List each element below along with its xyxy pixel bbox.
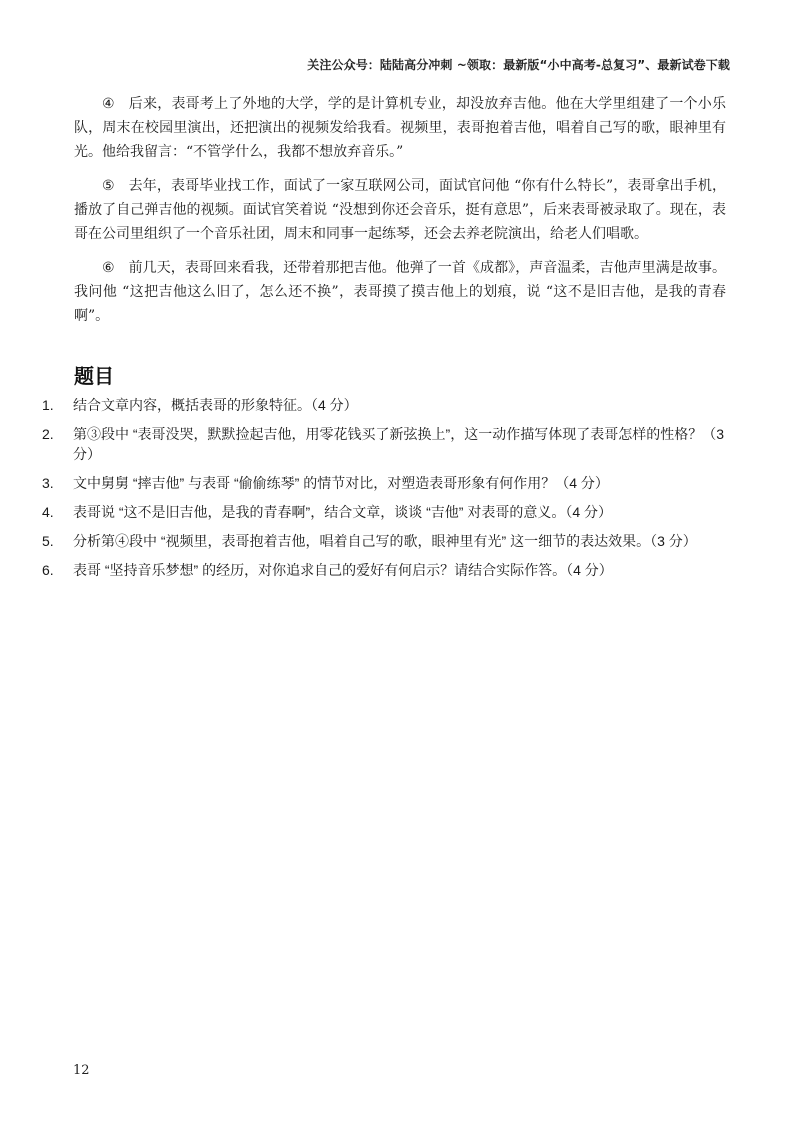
page-number: 12 <box>73 1063 90 1078</box>
question-text: 结合文章内容，概括表哥的形象特征。（4 分） <box>73 397 358 413</box>
question-number: 1. <box>42 397 54 413</box>
question-item <box>42 424 732 464</box>
question-number: 3. <box>42 475 54 491</box>
question-number: 4. <box>42 504 54 520</box>
paragraph-number: ④ <box>102 96 115 112</box>
paragraph-6 <box>74 256 726 328</box>
paragraph-number: ⑤ <box>102 178 115 194</box>
question-item <box>42 473 732 493</box>
paragraph-number: ⑥ <box>102 260 115 276</box>
page-header: 关注公众号：陆陆高分冲刺 ~领取：最新版“小中高考-总复习”、最新试卷下载 <box>307 58 730 72</box>
question-item <box>42 502 732 522</box>
reading-passage <box>74 92 726 338</box>
paragraph-4 <box>74 92 726 164</box>
question-number: 5. <box>42 533 54 549</box>
question-text: 第③段中 “表哥没哭，默默捡起吉他，用零花钱买了新弦换上”，这一动作描写体现了表哥怎样的性格？（3 分） <box>73 426 724 462</box>
question-number: 6. <box>42 562 54 578</box>
question-text: 分析第④段中 “视频里，表哥抱着吉他，唱着自己写的歌，眼神里有光” 这一细节的表达效果。（3 分） <box>73 533 697 549</box>
paragraph-text: 前几天，表哥回来看我，还带着那把吉他。他弹了一首《成都》，声音温柔，吉他声里满是故事。我问他 “这把吉他这么旧了，怎么还不换”，表哥摸了摸吉他上的划痕，说 “这不是旧吉他，是我的青春啊”。 <box>74 260 726 324</box>
question-number: 2. <box>42 426 54 442</box>
question-text: 表哥说 “这不是旧吉他，是我的青春啊”，结合文章，谈谈 “吉他” 对表哥的意义。（4 分） <box>73 504 612 520</box>
question-item <box>42 560 732 580</box>
question-item <box>42 531 732 551</box>
paragraph-text: 后来，表哥考上了外地的大学，学的是计算机专业，却没放弃吉他。他在大学里组建了一个小乐队，周末在校园里演出，还把演出的视频发给我看。视频里，表哥抱着吉他，唱着自己写的歌，眼神里有光。他给我留言：“不管学什么，我都不想放弃音乐。” <box>74 96 726 160</box>
question-text: 表哥 “坚持音乐梦想” 的经历，对你追求自己的爱好有何启示？请结合实际作答。（4 分） <box>73 562 613 578</box>
question-text: 文中舅舅 “摔吉他” 与表哥 “偷偷练琴” 的情节对比，对塑造表哥形象有何作用？（4 分） <box>73 475 609 491</box>
question-list <box>42 395 732 589</box>
paragraph-5 <box>74 174 726 246</box>
paragraph-text: 去年，表哥毕业找工作，面试了一家互联网公司，面试官问他 “你有什么特长”，表哥拿出手机，播放了自己弹吉他的视频。面试官笑着说 “没想到你还会音乐，挺有意思”，后来表哥被录取了。现在，表哥在公司里组织了一个音乐社团，周末和同事一起练琴，还会去养老院演出，给老人们唱歌。 <box>74 178 726 242</box>
question-item <box>42 395 732 415</box>
questions-heading: 题目 <box>74 364 114 388</box>
